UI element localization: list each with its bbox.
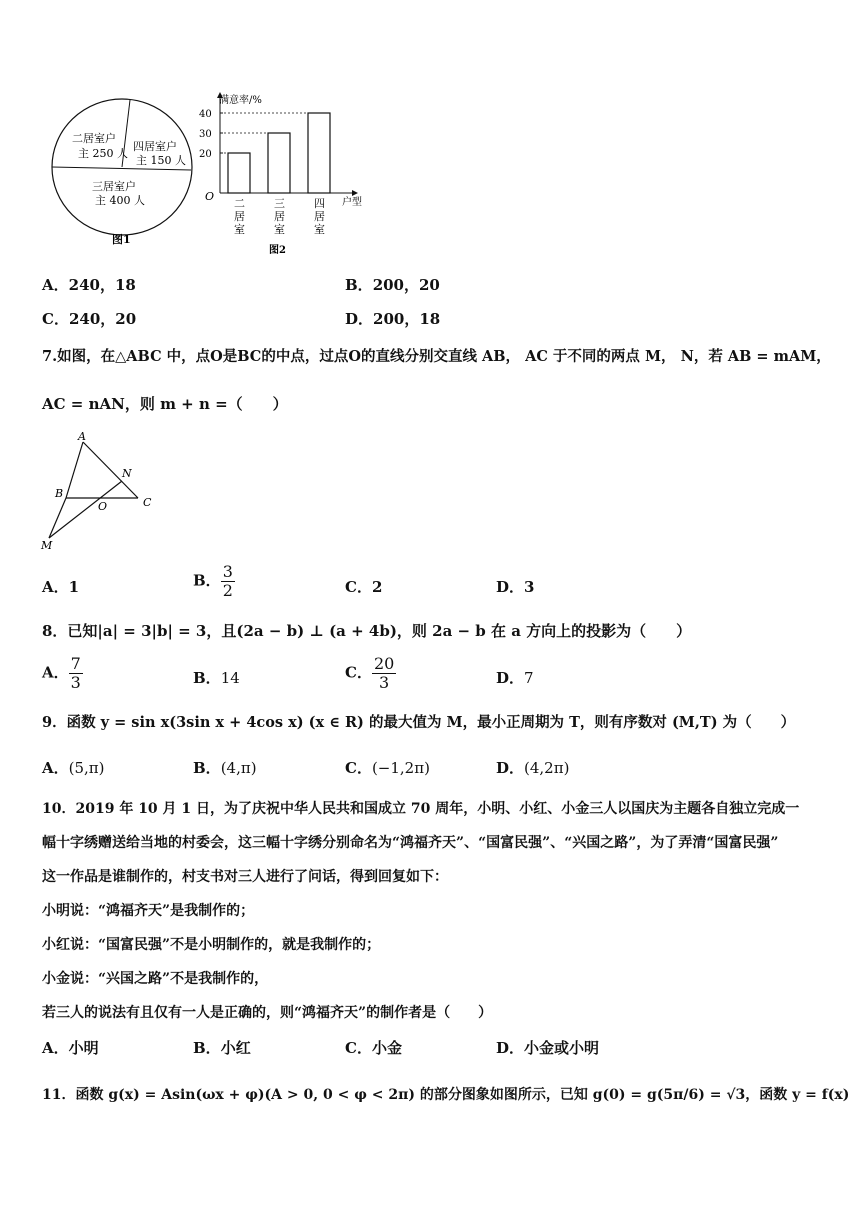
option-letter: C．	[42, 310, 69, 328]
option-letter: C．	[345, 1039, 372, 1057]
point-label-b: B	[55, 487, 64, 500]
sector-3-line2: 主 400 人	[95, 194, 145, 207]
q9-option-d[interactable]	[496, 757, 569, 778]
origin-label: O	[205, 190, 215, 203]
x-category-label: 居	[314, 210, 325, 223]
option-letter: A．	[42, 578, 69, 596]
q10-stem-line3: 这一作品是谁制作的，村支书对三人进行了问话，得到回复如下：	[42, 869, 448, 885]
sector-3-line1: 三居室户	[92, 180, 136, 193]
figure2-bar-chart	[195, 85, 380, 260]
fraction-numerator: 3	[222, 562, 233, 581]
option-text: 7	[524, 669, 534, 687]
q7-option-d[interactable]	[496, 576, 534, 597]
y-axis-label: 满意率/%	[219, 95, 262, 106]
option-letter: A．	[42, 663, 69, 682]
x-category-label: 室	[314, 223, 325, 236]
option-text: 小红	[220, 1039, 251, 1057]
q10-statement-xiaoming: 小明说：“鸿福齐天”是我制作的；	[42, 903, 255, 919]
option-text: 3	[524, 578, 535, 596]
option-letter: B．	[193, 571, 221, 590]
x-category-label: 室	[274, 223, 285, 236]
q8-option-c[interactable]	[345, 655, 396, 692]
bar-3	[308, 113, 330, 193]
q11-stem: 11．函数 g(x) = Asin(ωx + φ)(A > 0, 0 < φ < 2π) 的部分图象如图所示，已知 g(0) = g(5π/6) = √3，函数 y = f(x)	[42, 1087, 850, 1103]
segment-ab	[66, 442, 83, 498]
sector-1-line1: 二居室户	[72, 132, 116, 145]
option-text: 小明	[68, 1039, 99, 1057]
sector-2-line1: 四居室户	[133, 140, 177, 153]
fraction-denominator: 3	[70, 673, 81, 692]
q7-option-c[interactable]	[345, 576, 382, 597]
q10-statement-xiaojin: 小金说：“兴国之路”不是我制作的，	[42, 971, 269, 987]
q6-option-d[interactable]	[345, 308, 440, 329]
point-label-c: C	[143, 496, 152, 509]
q9-option-c[interactable]	[345, 757, 430, 778]
option-letter: B．	[193, 669, 221, 687]
option-letter: A．	[42, 759, 69, 777]
figure1-pie	[50, 95, 200, 250]
x-category-label: 四	[314, 197, 325, 210]
q10-stem-line2: 幅十字绣赠送给当地的村委会，这三幅十字绣分别命名为“鸿福齐天”、“国富民强”、“兴国之路”，为了弄清“国富民强”	[42, 835, 779, 851]
option-text: 2	[371, 578, 383, 596]
option-letter: B．	[345, 276, 373, 294]
q6-option-a[interactable]	[42, 274, 136, 295]
q6-option-c[interactable]	[42, 308, 136, 329]
option-text: 1	[68, 578, 80, 596]
option-letter: D．	[496, 578, 525, 596]
option-letter: B．	[193, 759, 221, 777]
q10-option-b[interactable]	[193, 1037, 251, 1058]
x-category-label: 居	[234, 210, 245, 223]
option-letter: D．	[496, 669, 525, 687]
option-letter: B．	[193, 1039, 221, 1057]
option-text: 200，18	[373, 310, 441, 328]
option-letter: A．	[42, 276, 69, 294]
q9-option-b[interactable]	[193, 757, 257, 778]
option-text: 小金或小明	[524, 1039, 600, 1057]
fraction-denominator: 2	[222, 581, 233, 600]
fraction-numerator: 20	[373, 654, 395, 673]
y-tick-label: 40	[199, 109, 212, 120]
figure1-caption: 图1	[112, 233, 131, 246]
y-tick-label: 20	[199, 149, 212, 160]
option-letter: D．	[345, 310, 374, 328]
option-letter: A．	[42, 1039, 69, 1057]
option-fraction	[372, 655, 396, 692]
option-text: 240，20	[68, 310, 137, 328]
q7-stem-line1: 7.如图，在△ABC 中，点O是BC的中点，过点O的直线分别交直线 AB， AC 于不同的两点 M， N，若 AB = mAM，	[42, 348, 831, 365]
option-fraction	[221, 563, 235, 600]
bar-1	[228, 153, 250, 193]
option-fraction	[69, 655, 83, 692]
option-letter: C．	[345, 663, 372, 682]
q9-option-a[interactable]	[42, 757, 105, 778]
q10-option-d[interactable]	[496, 1037, 599, 1058]
point-label-o: O	[98, 500, 108, 513]
q10-stem-question: 若三人的说法有且仅有一人是正确的，则“鸿福齐天”的制作者是（ ）	[42, 1005, 493, 1021]
q10-stem-line1: 10．2019 年 10 月 1 日，为了庆祝中华人民共和国成立 70 周年，小明、小红、小金三人以国庆为主题各自独立完成一	[42, 801, 800, 817]
option-letter: C．	[345, 578, 372, 596]
x-category-label: 三	[274, 197, 285, 210]
figure2-caption: 图2	[269, 245, 286, 256]
fraction-numerator: 7	[70, 654, 81, 673]
q7-option-b[interactable]	[193, 563, 235, 600]
option-text: 240，18	[68, 276, 136, 294]
option-letter: C．	[345, 759, 372, 777]
point-label-m: M	[41, 539, 53, 552]
option-text: (4,2π)	[524, 759, 570, 777]
sector-2-line2: 主 150 人	[136, 154, 186, 167]
point-label-n: N	[122, 467, 132, 480]
option-letter: D．	[496, 759, 525, 777]
fraction-denominator: 3	[379, 673, 390, 692]
x-category-label: 居	[274, 210, 285, 223]
point-label-a: A	[78, 430, 86, 443]
option-text: 200，20	[372, 276, 440, 294]
option-text: (−1,2π)	[371, 759, 430, 777]
y-tick-label: 30	[199, 129, 212, 140]
option-text: 14	[220, 669, 240, 687]
q7-option-a[interactable]	[42, 576, 79, 597]
q8-option-a[interactable]	[42, 655, 83, 692]
pie-divider	[52, 167, 191, 170]
q10-statement-xiaohong: 小红说：“国富民强”不是小明制作的，就是我制作的；	[42, 937, 381, 953]
q10-option-c[interactable]	[345, 1037, 402, 1058]
bar-2	[268, 133, 290, 193]
option-text: (4,π)	[220, 759, 257, 777]
q8-stem: 8．已知|a| = 3|b| = 3，且(2a − b) ⊥ (a + 4b)，则 2a − b 在 a 方向上的投影为（ ）	[42, 622, 692, 640]
x-axis-label: 户型	[342, 197, 362, 208]
sector-1-line2: 主 250 人	[78, 147, 128, 160]
q7-stem-line2: AC = nAN，则 m + n =（ ）	[42, 395, 288, 413]
option-letter: D．	[496, 1039, 525, 1057]
q8-option-b[interactable]	[193, 667, 240, 688]
q6-option-b[interactable]	[345, 274, 440, 295]
q9-stem: 9．函数 y = sin x(3sin x + 4cos x) (x ∈ R) 的最大值为 M，最小正周期为 T，则有序数对 (M,T) 为（ ）	[42, 714, 796, 731]
option-text: 小金	[371, 1039, 402, 1057]
option-text: (5,π)	[68, 759, 105, 777]
x-category-label: 室	[234, 223, 245, 236]
q8-option-d[interactable]	[496, 667, 534, 688]
x-category-label: 二	[234, 197, 245, 210]
q10-option-a[interactable]	[42, 1037, 99, 1058]
q7-triangle-figure	[35, 428, 165, 553]
